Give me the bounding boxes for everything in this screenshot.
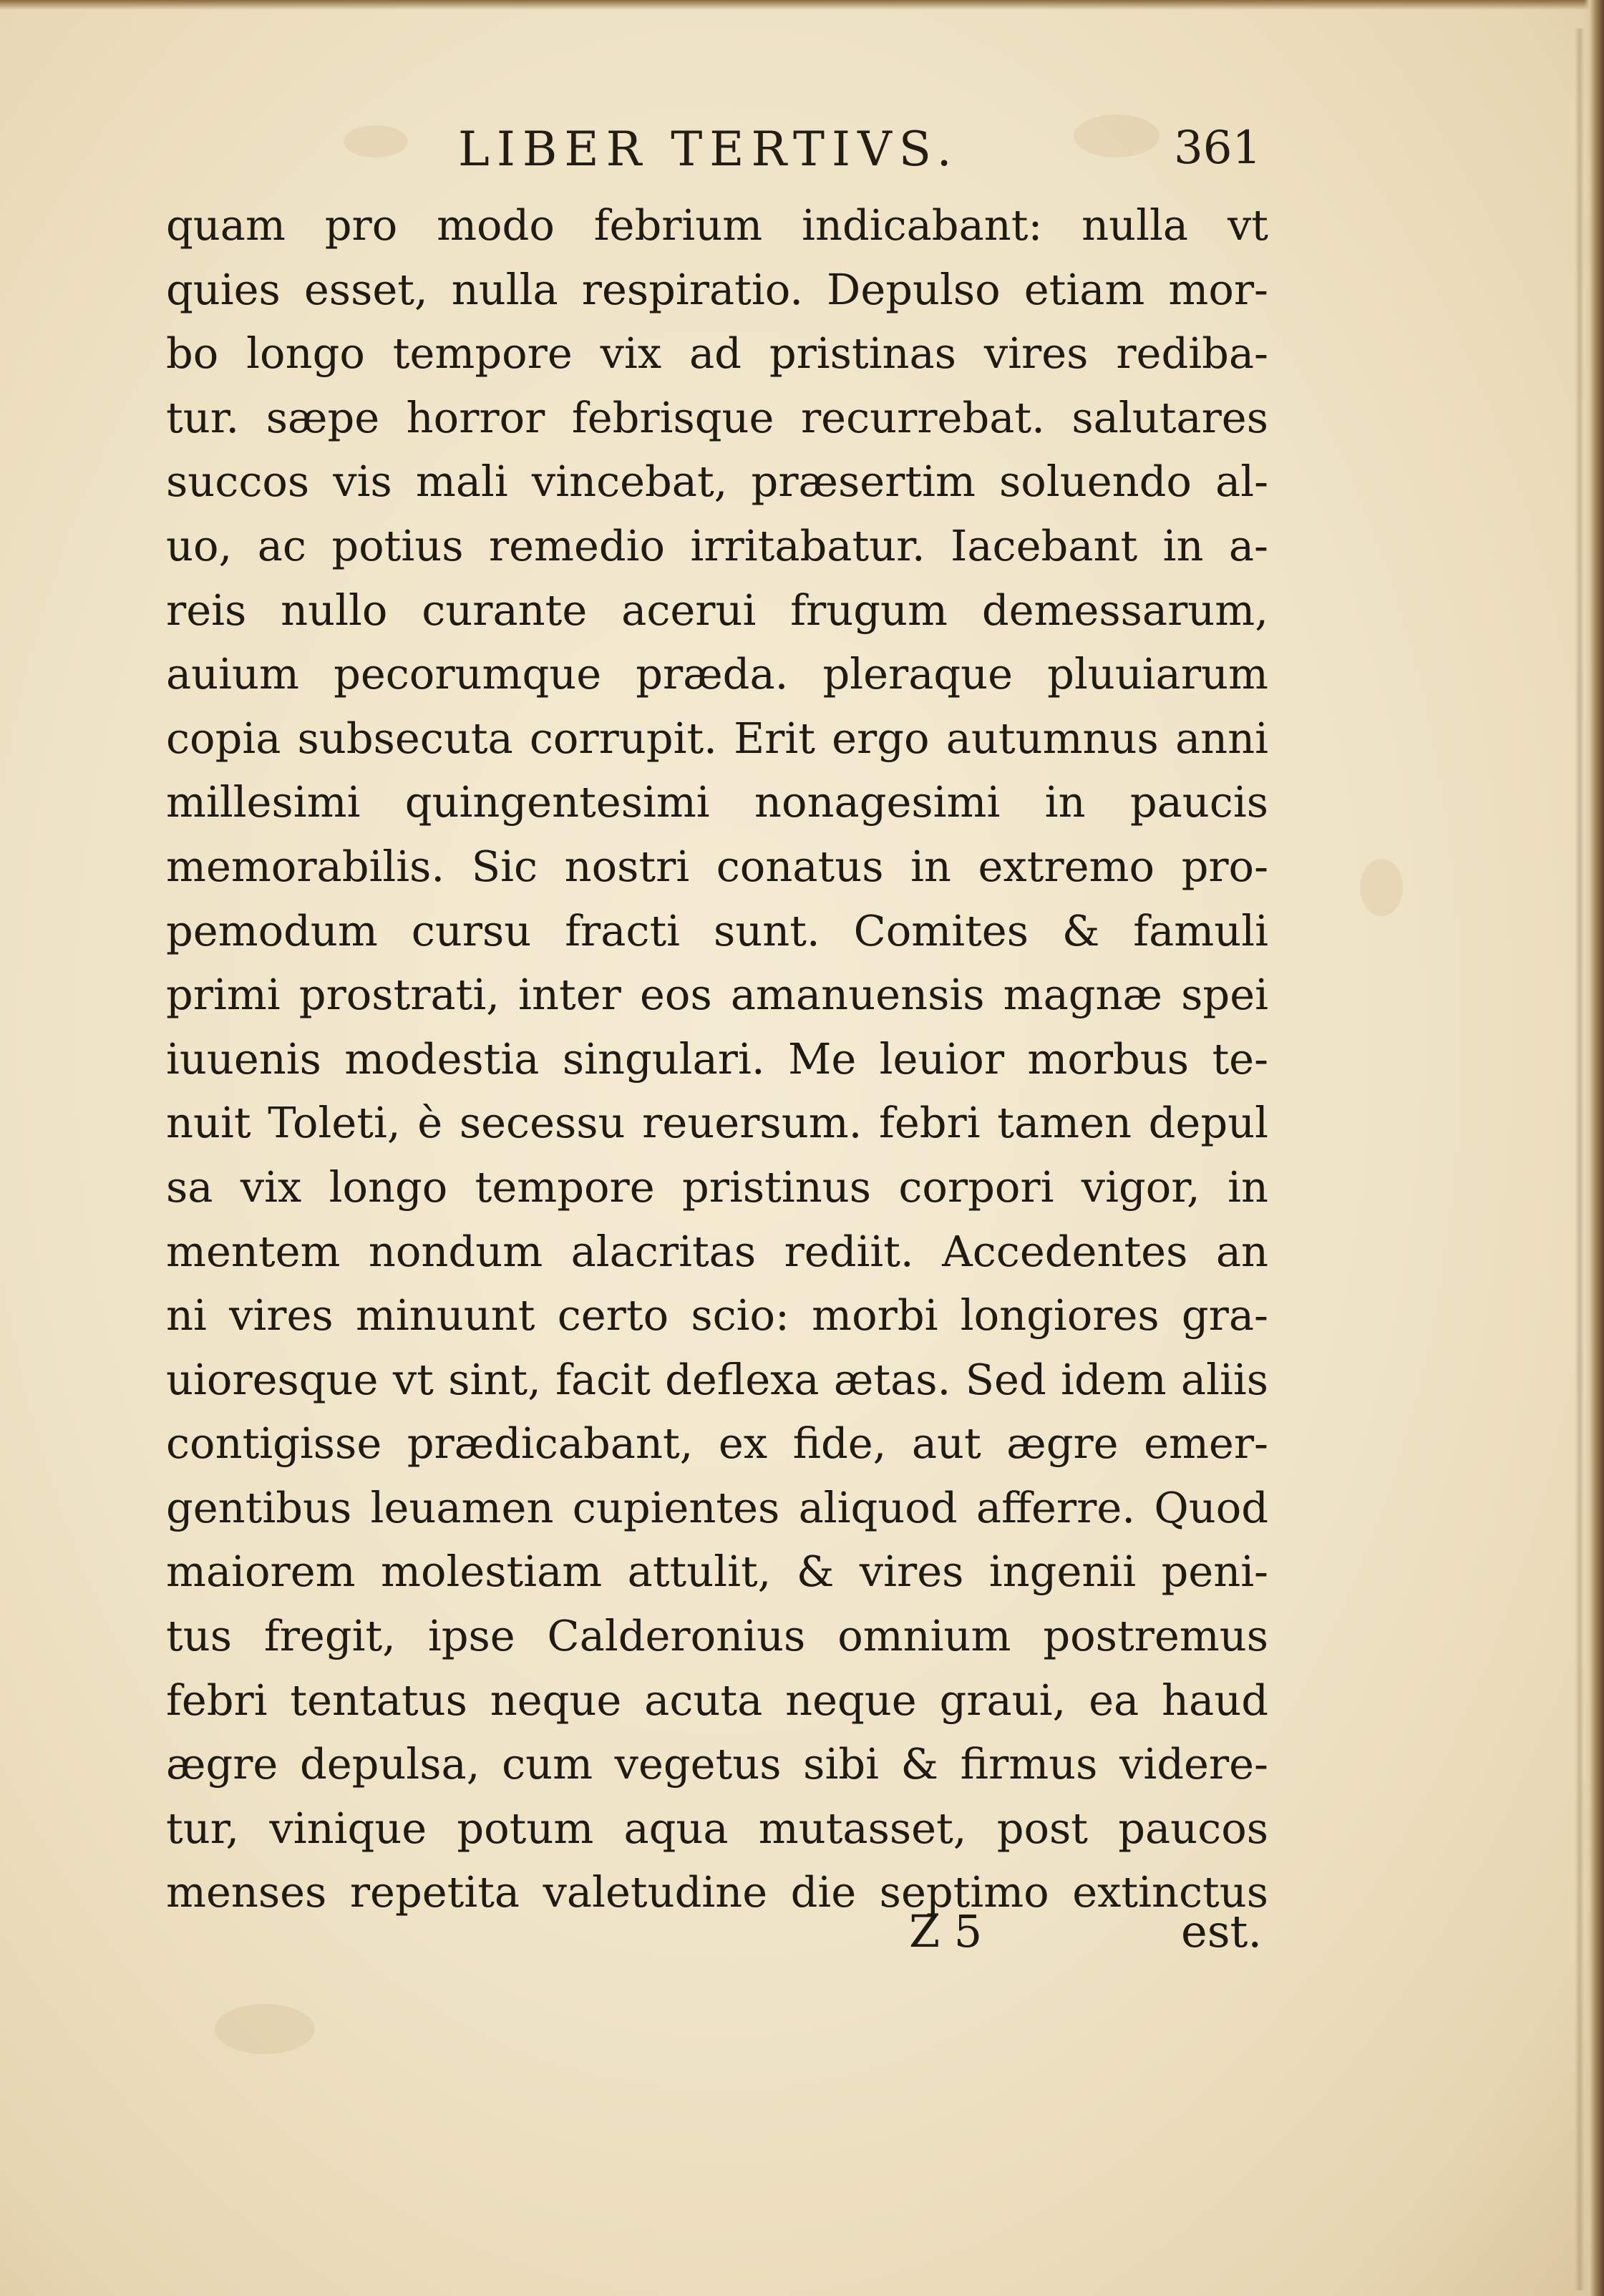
- text-line: reis nullo curante acerui frugum demessarum,: [166, 585, 1268, 635]
- page-right-edge: [1584, 0, 1604, 2296]
- text-line: quam pro modo febrium indicabant: nulla vt: [166, 200, 1268, 250]
- text-line: copia subsecuta corrupit. Erit ergo autumnus anni: [166, 713, 1268, 763]
- foxing-spot: [344, 125, 408, 157]
- catchword: est.: [1181, 1905, 1263, 1957]
- text-line: menses repetita valetudine die septimo extinctus: [166, 1867, 1268, 1917]
- text-line: ægre depulsa, cum vegetus sibi & firmus videre-: [166, 1739, 1268, 1789]
- text-line: succos vis mali vincebat, præsertim soluendo al-: [166, 457, 1268, 507]
- text-line: quies esset, nulla respiratio. Depulso etiam mor-: [166, 264, 1268, 314]
- text-line: auium pecorumque præda. pleraque pluuiarum: [166, 649, 1268, 699]
- page-gutter-shadow: [1575, 29, 1585, 2290]
- text-line: bo longo tempore vix ad pristinas vires rediba-: [166, 329, 1268, 379]
- text-line: tur. sæpe horror febrisque recurrebat. salutares: [166, 392, 1268, 442]
- foxing-spot: [215, 2004, 315, 2054]
- text-line: uo, ac potius remedio irritabatur. Iacebant in a-: [166, 520, 1268, 570]
- text-line: gentibus leuamen cupientes aliquod afferre. Quod: [166, 1482, 1268, 1532]
- text-block: [166, 193, 1268, 1925]
- text-line: contigisse prædicabant, ex fide, aut ægre emer-: [166, 1419, 1268, 1469]
- page-top-edge: [0, 0, 1604, 10]
- text-line: sa vix longo tempore pristinus corpori vigor, in: [166, 1162, 1268, 1212]
- text-line: tus fregit, ipse Calderonius omnium postremus: [166, 1611, 1268, 1661]
- text-line: nuit Toleti, è secessu reuersum. febri tamen depul: [166, 1098, 1268, 1148]
- running-title: LIBER TERTIVS.: [458, 122, 959, 177]
- text-line: maiorem molestiam attulit, & vires ingenii peni-: [166, 1547, 1268, 1597]
- page-number: 361: [1174, 122, 1262, 175]
- text-line: pemodum cursu fracti sunt. Comites & famuli: [166, 905, 1268, 955]
- text-line: uioresque vt sint, facit deflexa ætas. Sed idem aliis: [166, 1354, 1268, 1404]
- foxing-spot: [1074, 115, 1160, 157]
- text-line: febri tentatus neque acuta neque graui, ea haud: [166, 1675, 1268, 1725]
- foxing-spot: [1360, 859, 1403, 916]
- text-line: memorabilis. Sic nostri conatus in extremo pro-: [166, 841, 1268, 891]
- text-line: tur, vinique potum aqua mutasset, post paucos: [166, 1803, 1268, 1853]
- text-line: ni vires minuunt certo scio: morbi longiores gra-: [166, 1290, 1268, 1341]
- text-line: millesimi quingentesimi nonagesimi in paucis: [166, 777, 1268, 827]
- text-line: mentem nondum alacritas rediit. Accedentes an: [166, 1226, 1268, 1276]
- text-line: iuuenis modestia singulari. Me leuior morbus te-: [166, 1033, 1268, 1084]
- signature-mark: Z 5: [909, 1905, 983, 1957]
- text-line: primi prostrati, inter eos amanuensis magnæ spei: [166, 970, 1268, 1020]
